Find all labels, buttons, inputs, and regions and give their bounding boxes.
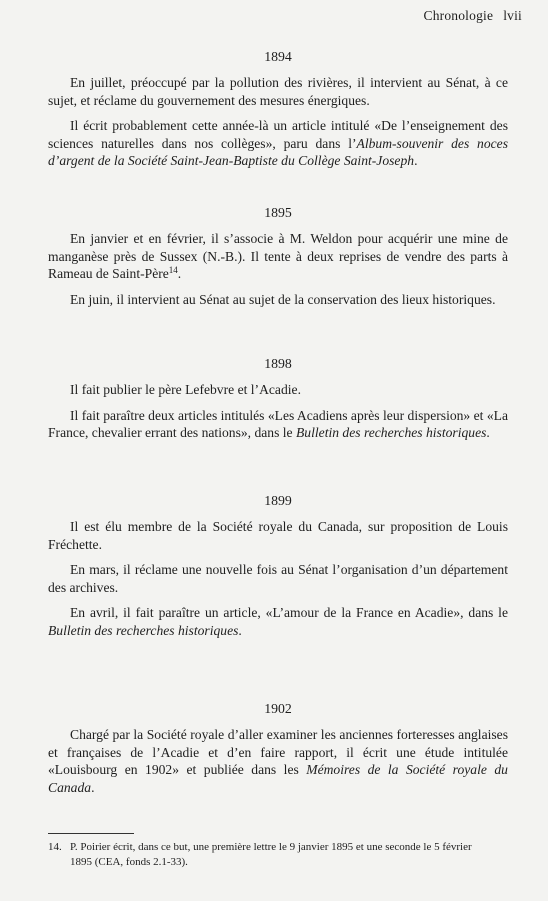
footnote-line: 1895 (CEA, fonds 2.1-33). (70, 855, 188, 868)
paragraph: Chargé par la Société royale d’aller examiner les anciennes forteresses anglaises et françaises de l’Acadie et d’en faire rapport, il écrit une étude intitulée «Louisbourg en 1902» et publiée dans les Mémoires de la Société royale du Canada. (48, 727, 508, 795)
italic-title: Bulletin des recherches historiques (296, 425, 487, 441)
section-1895 (48, 204, 508, 308)
paragraph: Il écrit probablement cette année-là un article intitulé «De l’enseignement des sciences naturelles dans nos collèges», paru dans l’Album-souvenir des noces d’argent de la Société Saint-Jean-Baptiste du Collège Saint-Joseph. (48, 118, 508, 169)
section-1902 (48, 700, 508, 796)
footnote (48, 840, 508, 869)
paragraph: En juin, il intervient au Sénat au sujet de la conservation des lieux historiques. (70, 291, 496, 307)
section-year: 1894 (264, 49, 292, 64)
paragraph: En avril, il fait paraître un article, «L’amour de la France en Acadie», dans le Bulletin des recherches historiques. (48, 605, 508, 638)
paragraph: Il fait paraître deux articles intitulés «Les Acadiens après leur dispersion» et «La France, chevalier errant des nations», dans le Bulletin des recherches historiques. (48, 407, 508, 441)
paragraph: Il fait publier le père Lefebvre et l’Acadie. (70, 382, 301, 397)
paragraph: En juillet, préoccupé par la pollution des rivières, il intervient au Sénat, à ce sujet, et réclame du gouvernement des mesures énergiques. (48, 75, 508, 108)
footnote-line: 14. P. Poirier écrit, dans ce but, une première lettre le 9 janvier 1895 et une seconde le 5 février (48, 841, 472, 853)
page-number: lvii (503, 8, 522, 23)
italic-title: Mémoires de la Société royale du Canada (48, 762, 508, 795)
footnote-reference: 14 (168, 265, 178, 276)
paragraph: En janvier et en février, il s’associe à M. Weldon pour acquérir une mine de manganèse près de Sussex (N.-B.). Il tente à deux reprises de vendre des parts à Rameau de Saint-Père$^{14}$. (48, 231, 508, 282)
section-year: 1895 (264, 205, 292, 220)
footnote-rule (48, 833, 134, 834)
section-1899 (48, 492, 508, 640)
running-head-title: Chronologie (423, 8, 494, 23)
paragraph: En mars, il réclame une nouvelle fois au Sénat l’organisation d’un département des archives. (48, 562, 508, 595)
section-year: 1899 (264, 493, 292, 508)
section-year: 1898 (264, 356, 292, 371)
italic-title: Album-souvenir des noces d’argent de la Société Saint-Jean-Baptiste du Collège Saint-Joseph (48, 135, 508, 169)
italic-title: Bulletin des recherches historiques (48, 622, 239, 638)
section-1898 (48, 355, 508, 442)
section-1894 (48, 48, 508, 170)
section-year: 1902 (264, 701, 292, 716)
paragraph: Il est élu membre de la Société royale du Canada, sur proposition de Louis Fréchette. (48, 519, 508, 552)
running-head (423, 8, 522, 24)
footnote-number: 14. (48, 841, 62, 853)
